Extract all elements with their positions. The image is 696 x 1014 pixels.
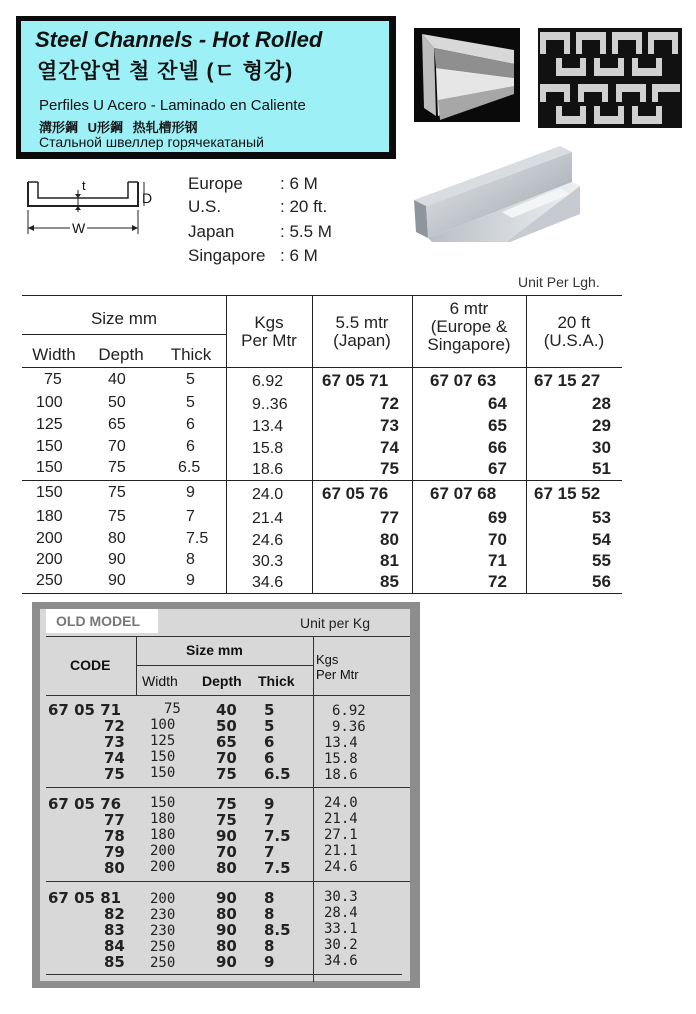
old-width: 250 [150,955,176,971]
old-code: 84 [104,937,125,955]
old-code: 67 05 71 [48,701,122,719]
cell-code-usa: 67 15 27 [534,371,601,390]
cell-thick: 6 [186,438,195,455]
cell-kgs: 9..36 [252,396,288,413]
old-depth-header: Depth [202,673,242,689]
cell-code-usa: 56 [592,572,611,591]
cell-code-japan: 74 [380,438,399,457]
old-thick: 8 [264,905,275,923]
old-depth: 50 [216,717,237,735]
channel-photo [414,28,520,122]
old-width: 150 [150,765,176,781]
cell-code-japan: 80 [380,530,399,549]
old-code: 72 [104,717,125,735]
old-width: 125 [150,733,176,749]
old-thick: 7 [264,843,275,861]
cell-kgs: 24.6 [252,532,284,549]
old-depth: 80 [216,859,237,877]
cell-code-europe: 70 [488,530,507,549]
old-col-divider [313,637,314,982]
old-kgs: 33.1 [324,921,358,937]
old-code-header: CODE [70,657,111,673]
old-thick: 5 [264,717,275,735]
old-width-header: Width [142,673,178,689]
old-code: 67 05 81 [48,889,122,907]
old-col-divider [136,637,137,695]
cell-code-europe: 67 07 68 [430,484,497,503]
cell-width: 75 [44,371,62,388]
usa-header: 20 ft (U.S.A.) [543,313,605,350]
cell-thick: 7.5 [186,530,209,547]
old-thick: 7 [264,811,275,829]
table-top-rule [22,295,622,296]
old-size-underline [136,665,313,666]
cell-code-europe: 71 [488,551,507,570]
title-chinese: 溝形鋼 U形鋼 热轧槽形钢 [39,120,198,135]
cell-code-japan: 75 [380,459,399,478]
old-thick: 6.5 [264,765,291,783]
old-bottom-rule [46,974,402,975]
cell-depth: 90 [108,572,126,589]
old-thick: 6 [264,749,275,767]
old-depth: 90 [216,953,237,971]
cell-depth: 90 [108,551,126,568]
cell-depth: 75 [108,508,126,525]
header-bottom-rule [22,367,622,368]
old-depth: 75 [216,811,237,829]
thick-header: Thick [170,345,212,364]
old-width: 100 [150,717,176,733]
cell-width: 100 [36,394,63,411]
diagram-label-t: t [82,178,86,193]
cell-code-usa: 55 [592,551,611,570]
cell-depth: 70 [108,438,126,455]
old-code: 74 [104,749,125,767]
japan-header: 5.5 mtr (Japan) [333,313,391,350]
old-kgs: 27.1 [324,827,358,843]
old-width: 230 [150,923,176,939]
old-depth: 90 [216,921,237,939]
size-underline [22,334,226,335]
old-code: 75 [104,765,125,783]
title-box [16,16,396,159]
table-bottom-rule [22,593,622,594]
cell-kgs: 21.4 [252,510,284,527]
old-thick-header: Thick [258,673,295,689]
old-width: 250 [150,939,176,955]
old-kgs: 28.4 [324,905,358,921]
old-kgs: 6.92 [332,703,366,719]
title-english: Steel Channels - Hot Rolled [35,27,323,52]
length-us: U.S. : 20 ft. [188,197,328,216]
diagram-label-w: W [72,220,86,236]
cell-code-europe: 65 [488,416,507,435]
old-depth: 75 [216,795,237,813]
old-thick: 7.5 [264,827,291,845]
cell-width: 125 [36,416,63,433]
cell-width: 150 [36,484,63,501]
old-depth: 70 [216,843,237,861]
length-singapore: Singapore : 6 M [188,246,318,265]
cell-thick: 7 [186,508,195,525]
old-kgs: 24.0 [324,795,358,811]
old-depth: 90 [216,827,237,845]
cell-depth: 65 [108,416,126,433]
cell-thick: 8 [186,551,195,568]
title-russian: Стальной швеллер горячекатаный [39,134,264,150]
old-kgs: 21.1 [324,843,358,859]
cell-code-europe: 67 [488,459,507,478]
old-width: 75 [164,701,181,717]
old-thick: 8 [264,889,275,907]
old-width: 180 [150,811,176,827]
cell-code-europe: 72 [488,572,507,591]
old-depth: 80 [216,905,237,923]
length-japan: Japan : 5.5 M [188,222,332,241]
cell-code-usa: 51 [592,459,611,478]
old-kgs: 34.6 [324,953,358,969]
cell-code-japan: 72 [380,394,399,413]
cell-thick: 5 [186,371,195,388]
cell-depth: 75 [108,459,126,476]
unit-note: Unit Per Lgh. [518,274,600,290]
old-depth: 65 [216,733,237,751]
old-kgs: 18.6 [324,767,358,783]
cell-depth: 40 [108,371,126,388]
width-header: Width [32,345,76,364]
old-kgs: 15.8 [324,751,358,767]
old-code: 67 05 76 [48,795,122,813]
old-width: 150 [150,795,176,811]
old-thick: 8 [264,937,275,955]
old-code: 80 [104,859,125,877]
europe-header: 6 mtr (Europe & Singapore) [427,299,511,354]
old-kgs: 9.36 [332,719,366,735]
old-model-inner [40,609,410,981]
cell-code-japan: 77 [380,508,399,527]
old-top-rule [46,636,410,637]
title-spanish: Perfiles U Acero - Laminado en Caliente [39,97,306,114]
title-korean: 열간압연 철 잔넬 (ㄷ 형강) [37,60,294,83]
size-mm-header: Size mm [90,309,158,328]
old-group-divider [46,787,410,788]
cell-kgs: 13.4 [252,418,284,435]
cell-code-usa: 29 [592,416,611,435]
cell-width: 200 [36,551,63,568]
old-model-label: OLD MODEL [56,613,140,629]
old-depth: 40 [216,701,237,719]
old-kgs: 30.2 [324,937,358,953]
cell-width: 150 [36,459,63,476]
old-code: 82 [104,905,125,923]
old-thick: 7.5 [264,859,291,877]
old-width: 150 [150,749,176,765]
cell-code-usa: 54 [592,530,611,549]
cell-depth: 50 [108,394,126,411]
cell-kgs: 6.92 [252,373,284,390]
old-code: 73 [104,733,125,751]
old-code: 83 [104,921,125,939]
old-kgs: 30.3 [324,889,358,905]
old-code: 77 [104,811,125,829]
cell-thick: 6.5 [178,459,201,476]
old-width: 200 [150,859,176,875]
cell-kgs: 15.8 [252,440,284,457]
cell-kgs: 34.6 [252,574,284,591]
cell-width: 180 [36,508,63,525]
old-thick: 9 [264,795,275,813]
cell-width: 250 [36,572,63,589]
cell-code-japan: 81 [380,551,399,570]
cell-width: 150 [36,438,63,455]
old-kgs-header: Kgs Per Mtr [316,652,359,682]
old-width: 200 [150,843,176,859]
old-model-panel [32,602,420,988]
old-width: 200 [150,891,176,907]
old-thick: 5 [264,701,275,719]
cell-code-usa: 28 [592,394,611,413]
cell-code-europe: 69 [488,508,507,527]
cell-code-japan: 67 05 76 [322,484,389,503]
cell-depth: 80 [108,530,126,547]
channel-3d-photo [410,142,582,244]
old-size-header: Size mm [186,642,243,658]
kgs-header: Kgs Per Mtr [241,313,297,350]
cell-code-europe: 64 [488,394,507,413]
old-width: 180 [150,827,176,843]
diagram-label-d: D [142,190,153,206]
length-europe: Europe : 6 M [188,174,318,193]
old-kgs: 21.4 [324,811,358,827]
stacked-channels-photo [538,28,682,128]
cell-thick: 9 [186,484,195,501]
cell-code-europe: 67 07 63 [430,371,497,390]
old-thick: 6 [264,733,275,751]
old-width: 230 [150,907,176,923]
cell-code-europe: 66 [488,438,507,457]
cell-width: 200 [36,530,63,547]
old-kgs: 24.6 [324,859,358,875]
old-thick: 9 [264,953,275,971]
old-depth: 80 [216,937,237,955]
cell-depth: 75 [108,484,126,501]
old-depth: 90 [216,889,237,907]
old-unit-note: Unit per Kg [300,615,371,631]
cell-kgs: 18.6 [252,461,284,478]
cell-code-usa: 67 15 52 [534,484,601,503]
cell-code-usa: 53 [592,508,611,527]
old-group-divider [46,881,410,882]
cell-code-japan: 67 05 71 [322,371,389,390]
depth-header: Depth [98,345,144,364]
cell-code-japan: 85 [380,572,399,591]
cell-thick: 5 [186,394,195,411]
old-code: 78 [104,827,125,845]
cell-code-usa: 30 [592,438,611,457]
section-diagram [20,178,170,248]
cell-code-japan: 73 [380,416,399,435]
cell-kgs: 30.3 [252,553,284,570]
cell-thick: 9 [186,572,195,589]
old-thick: 8.5 [264,921,291,939]
old-code: 79 [104,843,125,861]
old-depth: 70 [216,749,237,767]
old-header-rule [46,695,410,696]
group-divider [22,480,622,481]
cell-kgs: 24.0 [252,486,284,503]
cell-thick: 6 [186,416,195,433]
old-kgs: 13.4 [324,735,358,751]
old-code: 85 [104,953,125,971]
title-panel [21,21,389,152]
old-depth: 75 [216,765,237,783]
